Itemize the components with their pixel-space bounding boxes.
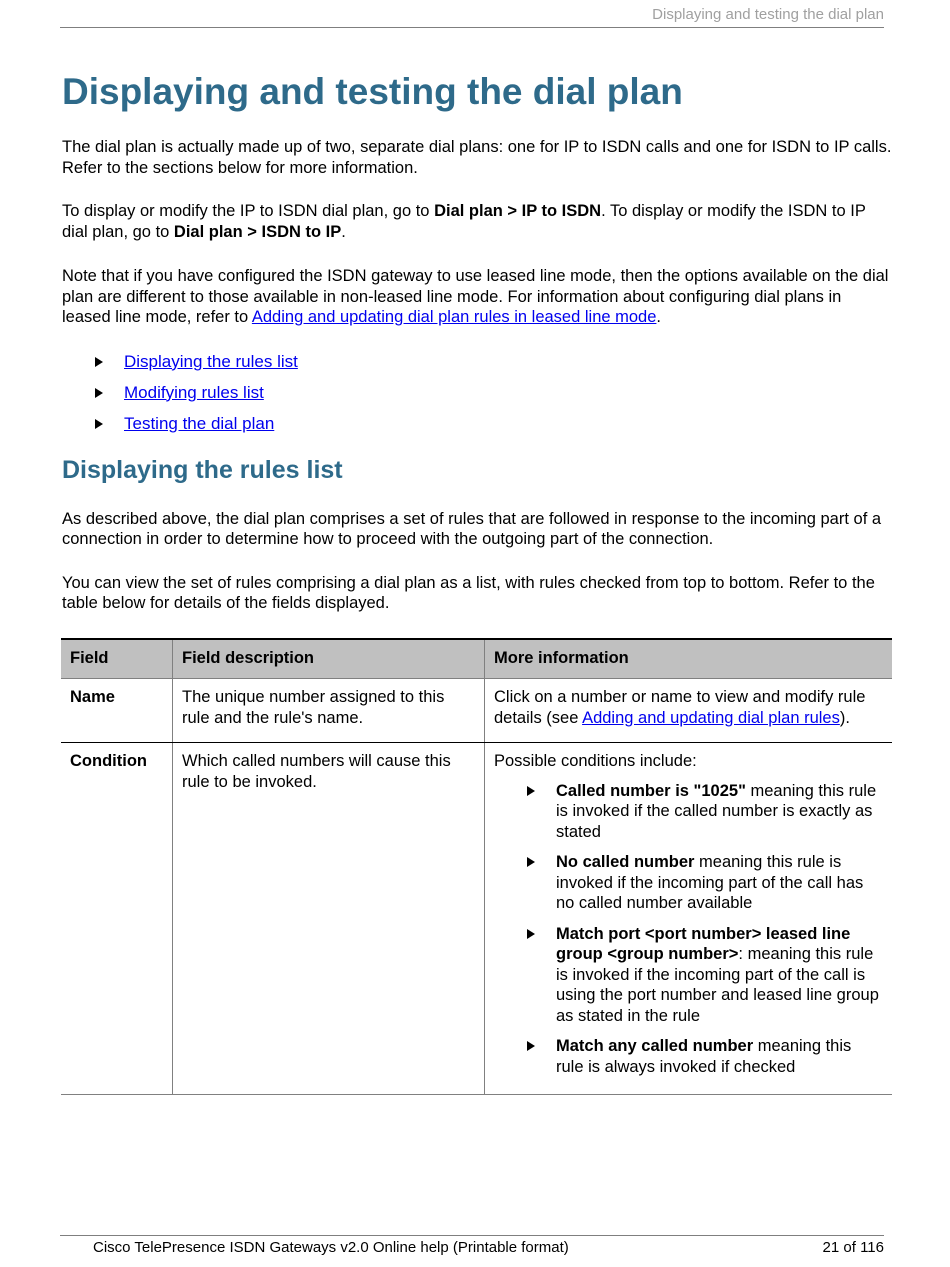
condition-text: : meaning this rule is invoked if the incoming part of the call is using the port number and leased line group as stated in the rule bbox=[556, 945, 879, 1025]
list-item bbox=[494, 924, 883, 1027]
menu-path-ip-to-isdn: Dial plan > IP to ISDN bbox=[434, 202, 602, 220]
running-header-title: Displaying and testing the dial plan bbox=[652, 6, 884, 23]
running-header bbox=[60, 0, 884, 28]
intro-paragraph-1: The dial plan is actually made up of two, separate dial plans: one for IP to ISDN calls and one for ISDN to IP calls. Refer to the sections below for more information. bbox=[62, 138, 892, 177]
intro-p2-text-e: . bbox=[341, 222, 346, 241]
triangle-bullet-icon bbox=[527, 786, 535, 796]
condition-name: No called number bbox=[556, 853, 695, 871]
intro-p3-end: . bbox=[656, 308, 662, 326]
condition-text: meaning this rule is invoked if the called number is exactly as stated bbox=[556, 781, 877, 841]
leased-line-rules-link[interactable]: Adding and updating dial plan rules in leased line mode bbox=[251, 308, 657, 326]
list-item bbox=[494, 781, 883, 843]
fields-table bbox=[61, 638, 892, 1096]
intro-p2-text-a: To display or modify the IP to ISDN dial plan, go to bbox=[62, 202, 435, 220]
section-paragraph-1: As described above, the dial plan comprises a set of rules that are followed in response to the incoming part of a connection in order to determine how to proceed with the outgoing part of the connection. bbox=[62, 509, 882, 548]
condition-text: meaning this rule is invoked if the incoming part of the call has no called number available bbox=[556, 853, 864, 912]
page-content bbox=[62, 64, 892, 1095]
triangle-bullet-icon bbox=[527, 1041, 535, 1051]
triangle-bullet-icon bbox=[95, 357, 103, 367]
section-paragraph-2: You can view the set of rules comprising a dial plan as a list, with rules checked from top to bottom. Refer to the table below for details of the fields displayed. bbox=[62, 573, 875, 612]
table-row bbox=[61, 743, 892, 1095]
table-row bbox=[61, 679, 892, 743]
triangle-bullet-icon bbox=[527, 929, 535, 939]
more-info-cell bbox=[485, 743, 893, 1095]
link-testing-dial-plan[interactable]: Testing the dial plan bbox=[124, 413, 275, 433]
field-name-cell: Condition bbox=[61, 743, 173, 1095]
list-item bbox=[494, 852, 883, 914]
condition-name: Match port <port number> leased line group <group number> bbox=[556, 924, 851, 963]
link-modifying-rules-list[interactable]: Modifying rules list bbox=[124, 382, 264, 402]
field-description-cell: Which called numbers will cause this rule to be invoked. bbox=[173, 743, 485, 1095]
condition-name: Match any called number bbox=[556, 1037, 754, 1055]
list-item bbox=[62, 352, 892, 372]
column-header-field: Field bbox=[61, 639, 173, 679]
page-title: Displaying and testing the dial plan bbox=[62, 71, 683, 112]
list-item bbox=[494, 1036, 883, 1077]
intro-p2-text-c: . To display or modify the ISDN to IP dial plan, go to bbox=[62, 202, 866, 241]
conditions-list bbox=[494, 781, 883, 1078]
column-header-description: Field description bbox=[173, 639, 485, 679]
triangle-bullet-icon bbox=[527, 857, 535, 867]
running-footer bbox=[60, 1235, 884, 1266]
more-info-cell bbox=[485, 679, 893, 743]
intro-paragraph-3 bbox=[62, 266, 892, 328]
field-description-cell: The unique number assigned to this rule and the rule's name. bbox=[173, 679, 485, 743]
table-header-row bbox=[61, 639, 892, 679]
dial-plan-rules-link[interactable]: Adding and updating dial plan rules bbox=[582, 708, 840, 727]
field-name-cell: Name bbox=[61, 679, 173, 743]
menu-path-isdn-to-ip: Dial plan > ISDN to IP bbox=[173, 222, 342, 241]
more-info-text: Click on a number or name to view and modify rule details (see bbox=[494, 688, 866, 727]
footer-page-number: 21 of 116 bbox=[822, 1239, 884, 1256]
section-heading: Displaying the rules list bbox=[62, 455, 343, 484]
condition-text: meaning this rule is always invoked if checked bbox=[556, 1037, 852, 1076]
link-displaying-rules-list[interactable]: Displaying the rules list bbox=[124, 351, 298, 371]
footer-doc-title: Cisco TelePresence ISDN Gateways v2.0 Online help (Printable format) bbox=[93, 1239, 569, 1256]
section-links-list bbox=[62, 352, 892, 434]
condition-name: Called number is "1025" bbox=[556, 781, 746, 800]
list-item bbox=[62, 414, 892, 434]
list-item bbox=[62, 383, 892, 403]
conditions-intro: Possible conditions include: bbox=[494, 752, 697, 770]
column-header-more-info: More information bbox=[485, 639, 893, 679]
more-info-end: ). bbox=[839, 708, 850, 727]
triangle-bullet-icon bbox=[95, 388, 103, 398]
intro-paragraph-2 bbox=[62, 201, 892, 242]
intro-p3-text: Note that if you have configured the ISDN gateway to use leased line mode, then the options available on the dial plan are different to those available in non-leased line mode. For information about configuring dial plans in leased line mode, refer to bbox=[62, 267, 889, 326]
triangle-bullet-icon bbox=[95, 419, 103, 429]
